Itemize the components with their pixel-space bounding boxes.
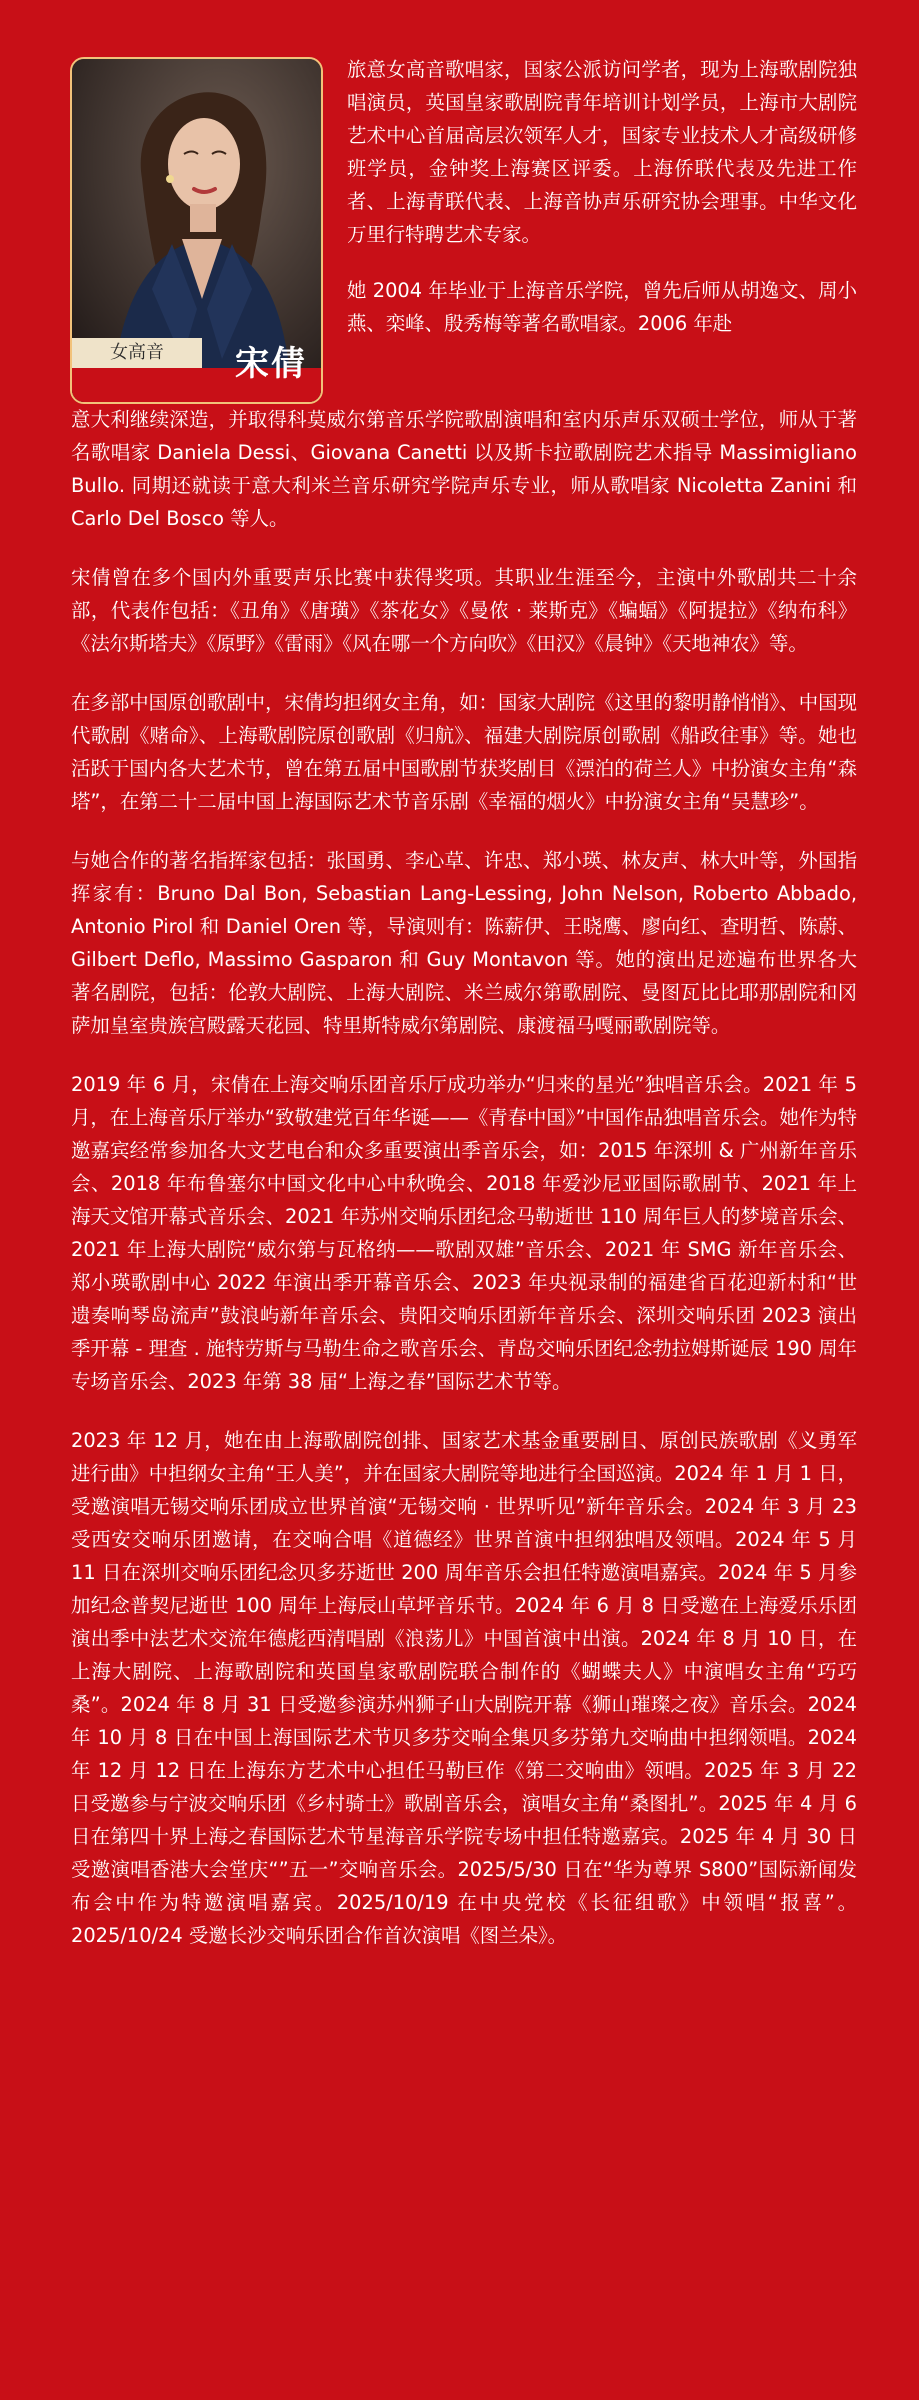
intro-paragraph-1: 旅意女高音歌唱家，国家公派访问学者，现为上海歌剧院独唱演员，英国皇家歌剧院青年培训计划学员，上海市大剧院艺术中心首届高层次领军人才，国家专业技术人才高级研修班学员，金钟奖上海赛区评委。上海侨联代表及先进工作者、上海青联代表、上海音协声乐研究协会理事。中华文化万里行特聘艺术专家。 [347, 58, 857, 246]
paragraph-roles: 宋倩曾在多个国内外重要声乐比赛中获得奖项。其职业生涯至今，主演中外歌剧共二十余部，代表作包括：《丑角》《唐璜》《茶花女》《曼侬 · 莱斯克》《蝙蝠》《阿提拉》《纳布科》《法尔斯塔夫》《原野》《雷雨》《风在哪一个方向吹》《田汉》《晨钟》《天地神农》等。 [71, 566, 857, 655]
paragraph-education: 意大利继续深造，并取得科莫威尔第音乐学院歌剧演唱和室内乐声乐双硕士学位，师从于著名歌唱家 Daniela Dessi、Giovana Canetti 以及斯卡拉歌剧院艺术指导 Massimigliano Bullo. 同期还就读于意大利米兰音乐研究学院声乐专业，师从歌唱家 Nicoletta Zanini 和 Carlo Del Bosco 等人。 [71, 408, 857, 530]
paragraph-collaborators: 与她合作的著名指挥家包括：张国勇、李心草、许忠、郑小瑛、林友声、林大叶等，外国指挥家有：Bruno Dal Bon, Sebastian Lang-Lessing, John Nelson, Roberto Abbado, Antonio Pirol 和 Daniel Oren 等，导演则有：陈薪伊、王晓鹰、廖向红、查明哲、陈蔚、Gilbert Deflo, Massimo Gasparon 和 Guy Montavon 等。她的演出足迹遍布世界各大著名剧院，包括：伦敦大剧院、上海大剧院、米兰威尔第歌剧院、曼图瓦比比耶那剧院和冈萨加皇室贵族宫殿露天花园、特里斯特威尔第剧院、康渡福马嘎丽歌剧院等。 [71, 849, 857, 1037]
profile-card [70, 57, 323, 404]
paragraph-concerts: 2019 年 6 月，宋倩在上海交响乐团音乐厅成功举办“归来的星光”独唱音乐会。2021 年 5 月，在上海音乐厅举办“致敬建党百年华诞——《青春中国》”中国作品独唱音乐会。她作为特邀嘉宾经常参加各大文艺电台和众多重要演出季音乐会，如：2015 年深圳 & 广州新年音乐会、2018 年布鲁塞尔中国文化中心中秋晚会、2018 年爱沙尼亚国际歌剧节、2021 年上海天文馆开幕式音乐会、2021 年苏州交响乐团纪念马勒逝世 110 周年巨人的梦境音乐会、2021 年上海大剧院“威尔第与瓦格纳——歌剧双雄”音乐会、2021 年 SMG 新年音乐会、郑小瑛歌剧中心 2022 年演出季开幕音乐会、2023 年央视录制的福建省百花迎新村和“世遗奏响琴岛流声”鼓浪屿新年音乐会、贵阳交响乐团新年音乐会、深圳交响乐团 2023 演出季开幕 - 理查 . 施特劳斯与马勒生命之歌音乐会、青岛交响乐团纪念勃拉姆斯诞辰 190 周年专场音乐会、2023 年第 38 届“上海之春”国际艺术节等。 [71, 1073, 858, 1393]
intro-text [347, 53, 857, 363]
singer-name: 宋倩 [235, 344, 307, 384]
paragraph-original-operas: 在多部中国原创歌剧中，宋倩均担纲女主角，如：国家大剧院《这里的黎明静悄悄》、中国现代歌剧《赌命》、上海歌剧院原创歌剧《归航》、福建大剧院原创歌剧《船政往事》等。她也活跃于国内各大艺术节，曾在第五届中国歌剧节获奖剧目《漂泊的荷兰人》中扮演女主角“森塔”，在第二十二届中国上海国际艺术节音乐剧《幸福的烟火》中扮演女主角“吴慧珍”。 [71, 691, 857, 813]
paragraph-recent: 2023 年 12 月，她在由上海歌剧院创排、国家艺术基金重要剧目、原创民族歌剧《义勇军进行曲》中担纲女主角“王人美”，并在国家大剧院等地进行全国巡演。2024 年 1 月 1 日，受邀演唱无锡交响乐团成立世界首演“无锡交响 · 世界听见”新年音乐会。2024 年 3 月 23 受西安交响乐团邀请，在交响合唱《道德经》世界首演中担纲独唱及领唱。2024 年 5 月 11 日在深圳交响乐团纪念贝多芬逝世 200 周年音乐会担任特邀演唱嘉宾。2024 年 5 月参加纪念普契尼逝世 100 周年上海辰山草坪音乐节。2024 年 6 月 8 日受邀在上海爱乐乐团演出季中法艺术交流年德彪西清唱剧《浪荡儿》中国首演中出演。2024 年 8 月 10 日，在上海大剧院、上海歌剧院和英国皇家歌剧院联合制作的《蝴蝶夫人》中演唱女主角“巧巧桑”。2024 年 8 月 31 日受邀参演苏州狮子山大剧院开幕《狮山璀璨之夜》音乐会。2024 年 10 月 8 日在中国上海国际艺术节贝多芬交响全集贝多芬第九交响曲中担纲领唱。2024 年 12 月 12 日在上海东方艺术中心担任马勒巨作《第二交响曲》领唱。2025 年 3 月 22 日受邀参与宁波交响乐团《乡村骑士》歌剧音乐会，演唱女主角“桑图扎”。2025 年 4 月 6 日在第四十界上海之春国际艺术节星海音乐学院专场中担任特邀嘉宾。2025 年 4 月 30 日受邀演唱香港大会堂庆“”五一”交响音乐会。2025/5/30 日在“华为尊界 S800”国际新闻发布会中作为特邀演唱嘉宾。2025/10/19 在中央党校《长征组歌》中领唱“报喜”。2025/10/24 受邀长沙交响乐团合作首次演唱《图兰朵》。 [71, 1429, 857, 1947]
intro-paragraph-2: 她 2004 年毕业于上海音乐学院，曾先后师从胡逸文、周小燕、栾峰、殷秀梅等著名歌唱家。2006 年赴 [347, 279, 857, 335]
voice-type-tag: 女高音 [72, 338, 202, 368]
biography-body [71, 403, 857, 1978]
